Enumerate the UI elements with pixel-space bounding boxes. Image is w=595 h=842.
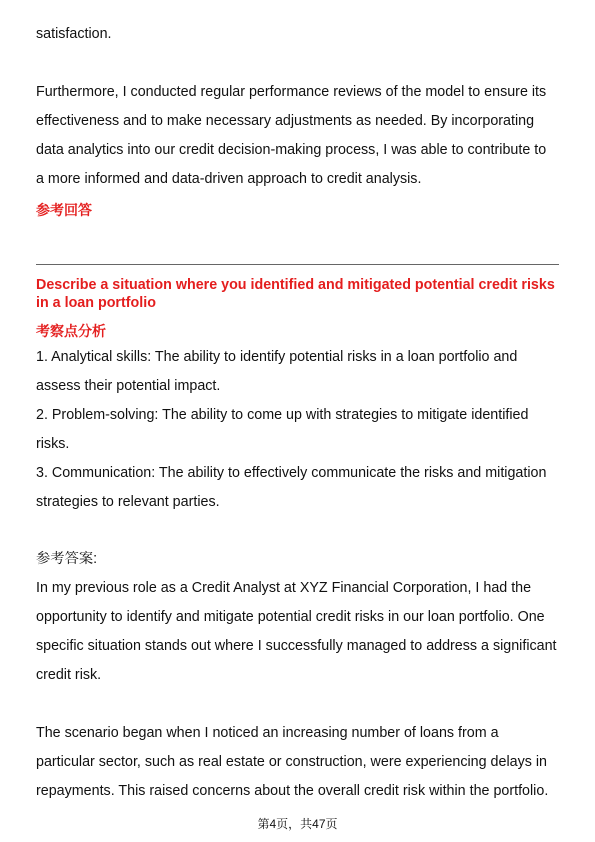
text-line: 3. Communication: The ability to effectively communicate the risks and mitigation: [36, 465, 547, 481]
text-line: specific situation stands out where I successfully managed to address a significant: [36, 638, 557, 654]
blank-line: [36, 690, 560, 719]
page-number: 第4页，共47页: [257, 817, 338, 831]
question-title: Describe a situation where you identified and mitigated potential credit risks in a loan portfolio: [36, 277, 555, 311]
text-line: The scenario began when I noticed an increasing number of loans from a: [36, 725, 499, 741]
text-line: In my previous role as a Credit Analyst at XYZ Financial Corporation, I had the: [36, 580, 532, 596]
analysis-list: [36, 343, 560, 517]
blank-line: [36, 49, 560, 78]
intro-paragraph: [36, 20, 560, 194]
reference-answer-label: 参考回答: [36, 202, 92, 218]
text-line: assess their potential impact.: [36, 378, 221, 394]
section-divider: [36, 264, 559, 265]
text-line: strategies to relevant parties.: [36, 494, 220, 510]
text-line: risks.: [36, 436, 70, 452]
text-line: 2. Problem-solving: The ability to come up with strategies to mitigate identified: [36, 407, 529, 423]
text-line: repayments. This raised concerns about the overall credit risk within the portfolio.: [36, 783, 549, 799]
answer-label: 参考答案:: [36, 551, 98, 567]
text-line: 1. Analytical skills: The ability to identify potential risks in a loan portfolio and: [36, 349, 518, 365]
text-line: satisfaction.: [36, 26, 112, 42]
text-line: credit risk.: [36, 667, 102, 683]
analysis-label: 考察点分析: [36, 323, 106, 339]
text-line: Furthermore, I conducted regular performance reviews of the model to ensure its: [36, 84, 547, 100]
text-line: data analytics into our credit decision-making process, I was able to contribute to: [36, 142, 547, 158]
answer-section: [36, 545, 560, 806]
text-line: particular sector, such as real estate or construction, were experiencing delays in: [36, 754, 547, 770]
text-line: effectiveness and to make necessary adjustments as needed. By incorporating: [36, 113, 535, 129]
text-line: opportunity to identify and mitigate potential credit risks in our loan portfolio. One: [36, 609, 545, 625]
text-line: a more informed and data-driven approach to credit analysis.: [36, 171, 422, 187]
